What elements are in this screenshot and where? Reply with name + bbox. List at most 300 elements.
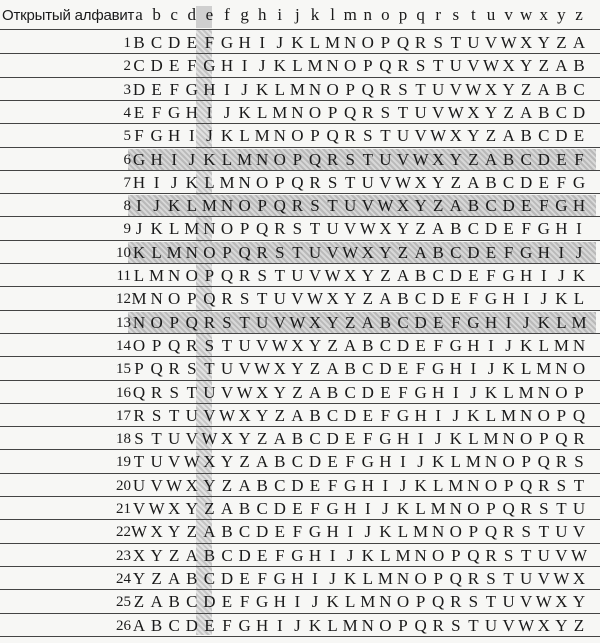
cipher-letter: H xyxy=(256,615,269,635)
cipher-letter: O xyxy=(220,219,234,239)
cipher-letter: B xyxy=(309,405,321,425)
header-letter: a xyxy=(135,5,143,24)
cipher-letter: E xyxy=(520,196,532,216)
cipher-letter: C xyxy=(555,102,568,122)
cipher-letter: Z xyxy=(415,219,426,239)
row-number: 1 xyxy=(123,35,131,51)
cipher-letter: S xyxy=(257,266,267,285)
cipher-letter: S xyxy=(415,56,426,76)
cipher-letter: Y xyxy=(572,592,586,612)
cipher-letter: M xyxy=(166,242,182,262)
cipher-letter: B xyxy=(467,196,480,216)
cipher-letter: B xyxy=(502,149,515,169)
cipher-letter: D xyxy=(502,196,515,216)
cipher-letter: I xyxy=(505,312,512,332)
cipher-letter: P xyxy=(257,196,267,216)
cipher-letter: C xyxy=(362,359,374,379)
cipher-letter: K xyxy=(555,289,568,309)
cipher-letter: O xyxy=(520,429,533,449)
cipher-letter: H xyxy=(555,219,568,239)
cipher-letter: M xyxy=(571,312,587,332)
cipher-letter: E xyxy=(468,266,479,285)
cipher-letter: V xyxy=(379,172,392,192)
cipher-letter: A xyxy=(520,102,533,122)
cipher-letter: B xyxy=(221,522,233,542)
cipher-letter: Y xyxy=(220,452,234,472)
cipher-letter: S xyxy=(451,615,461,635)
cipher-letter: W xyxy=(465,79,482,99)
cipher-letter: K xyxy=(238,102,251,122)
cipher-letter: S xyxy=(363,126,373,146)
cipher-letter: M xyxy=(395,545,411,565)
cipher-letter: S xyxy=(327,172,338,192)
header-letter: t xyxy=(471,5,476,24)
cipher-letter: G xyxy=(291,545,304,565)
table-row xyxy=(0,148,600,171)
cipher-letter: D xyxy=(520,172,533,192)
cipher-letter: L xyxy=(450,452,461,472)
cipher-letter: W xyxy=(377,196,394,216)
cipher-letter: C xyxy=(256,499,268,518)
cipher-letter: L xyxy=(239,126,250,146)
cipher-letter: J xyxy=(505,335,512,355)
cipher-letter: K xyxy=(168,196,181,216)
cipher-letter: H xyxy=(520,266,533,285)
cipher-letter: E xyxy=(186,33,197,52)
cipher-letter: B xyxy=(362,335,374,355)
cipher-letter: U xyxy=(379,149,392,169)
cipher-letter: L xyxy=(432,475,444,495)
header-row xyxy=(0,4,600,28)
header-letter: x xyxy=(539,5,549,24)
cipher-letter: I xyxy=(523,289,530,309)
cipher-letter: U xyxy=(484,615,498,635)
cipher-letter: B xyxy=(238,499,251,518)
cipher-letter: M xyxy=(219,172,235,192)
cipher-letter: I xyxy=(224,79,230,99)
cipher-letter: N xyxy=(572,335,586,355)
cipher-letter: O xyxy=(502,452,515,472)
cipher-letter: F xyxy=(169,79,179,99)
cipher-letter: V xyxy=(502,615,515,635)
cipher-letter: L xyxy=(485,405,497,425)
cipher-letter: R xyxy=(573,429,585,449)
cipher-letter: E xyxy=(151,79,162,99)
table-row xyxy=(0,450,600,473)
cipher-letter: P xyxy=(380,33,391,52)
table-row xyxy=(0,264,600,287)
cipher-letter: P xyxy=(574,382,584,402)
cipher-letter: T xyxy=(415,79,426,99)
cipher-letter: C xyxy=(467,219,480,239)
cipher-letter: C xyxy=(291,452,304,472)
cipher-letter: W xyxy=(553,568,570,588)
row-number: 23 xyxy=(116,547,131,564)
cipher-letter: N xyxy=(520,405,533,425)
cipher-letter: C xyxy=(450,242,462,262)
cipher-letter: X xyxy=(572,568,586,588)
cipher-letter: Z xyxy=(520,79,532,99)
cipher-letter: N xyxy=(467,475,480,495)
cipher-letter: A xyxy=(185,545,198,565)
cipher-letter: D xyxy=(432,289,445,309)
cipher-letter: Y xyxy=(150,545,163,565)
cipher-letter: D xyxy=(168,33,181,52)
cipher-letter: W xyxy=(447,102,464,122)
cipher-letter: D xyxy=(555,126,568,146)
cipher-letter: Q xyxy=(414,615,427,635)
cipher-letter: Y xyxy=(449,149,462,169)
cipher-letter: A xyxy=(132,615,146,635)
cipher-letter: D xyxy=(273,499,286,518)
cipher-letter: D xyxy=(396,335,410,355)
table-row xyxy=(0,497,600,520)
cipher-letter: B xyxy=(432,242,444,262)
cipher-letter: P xyxy=(292,149,303,169)
cipher-letter: N xyxy=(168,266,181,285)
cipher-letter: T xyxy=(397,102,409,122)
cipher-letter: V xyxy=(449,79,462,99)
cipher-letter: G xyxy=(572,172,586,192)
cipher-letter: D xyxy=(344,405,357,425)
cipher-letter: C xyxy=(274,475,286,495)
cipher-letter: Y xyxy=(273,382,286,402)
cipher-letter: T xyxy=(239,312,250,332)
cipher-letter: P xyxy=(151,335,162,355)
cipher-letter: B xyxy=(133,33,145,52)
cipher-letter: N xyxy=(414,545,427,565)
cipher-letter: M xyxy=(518,382,534,402)
cipher-letter: N xyxy=(537,382,550,402)
cipher-letter: K xyxy=(220,126,234,146)
cipher-letter: F xyxy=(415,359,426,379)
row-number: 6 xyxy=(123,151,131,168)
cipher-letter: Y xyxy=(132,568,146,588)
cipher-letter: R xyxy=(203,312,216,332)
cipher-letter: Q xyxy=(555,429,568,449)
cipher-letter: V xyxy=(291,289,304,309)
cipher-letter: Q xyxy=(572,405,586,425)
cipher-letter: W xyxy=(500,33,517,52)
cipher-letter: J xyxy=(364,522,372,542)
cipher-letter: O xyxy=(572,359,586,379)
cipher-letter: N xyxy=(326,56,339,76)
cipher-letter: K xyxy=(185,172,198,192)
row-number: 26 xyxy=(116,617,131,634)
table-row xyxy=(0,334,600,357)
cipher-letter: X xyxy=(238,405,251,425)
cipher-letter: Z xyxy=(556,33,567,52)
header-letter: o xyxy=(381,5,390,24)
cipher-letter: Y xyxy=(344,289,357,309)
cipher-letter: H xyxy=(361,475,374,495)
row-number: 22 xyxy=(116,524,131,541)
cipher-letter: X xyxy=(484,79,498,99)
cipher-letter: K xyxy=(150,219,163,239)
cipher-letter: D xyxy=(467,242,480,262)
cipher-letter: L xyxy=(344,592,356,612)
cipher-letter: S xyxy=(239,289,250,309)
cipher-letter: V xyxy=(396,149,410,169)
header-letter: y xyxy=(557,5,566,24)
row-number: 14 xyxy=(116,337,131,354)
cipher-letter: J xyxy=(575,242,583,262)
cipher-letter: S xyxy=(222,312,232,332)
cipher-letter: H xyxy=(414,405,427,425)
cipher-letter: N xyxy=(555,359,568,379)
cipher-letter: I xyxy=(188,126,195,146)
cipher-letter: P xyxy=(398,615,408,635)
cipher-letter: U xyxy=(168,429,181,449)
cipher-letter: J xyxy=(329,568,336,588)
cipher-letter: R xyxy=(432,615,444,635)
cipher-letter: J xyxy=(470,382,477,402)
cipher-letter: B xyxy=(274,452,286,472)
cipher-letter: C xyxy=(520,149,532,169)
cipher-letter: P xyxy=(204,266,215,285)
cipher-letter: M xyxy=(360,592,376,612)
cipher-letter: Z xyxy=(274,405,285,425)
cipher-letter: X xyxy=(344,266,357,285)
cipher-letter: J xyxy=(188,149,196,169)
cipher-letter: T xyxy=(274,266,285,285)
cipher-letter: I xyxy=(294,592,301,612)
cipher-letter: B xyxy=(344,359,356,379)
cipher-letter: T xyxy=(520,545,532,565)
cipher-letter: F xyxy=(134,126,144,146)
table-row xyxy=(0,614,600,637)
cipher-letter: R xyxy=(397,56,409,76)
cipher-letter: J xyxy=(399,475,407,495)
cipher-letter: L xyxy=(309,33,321,52)
cipher-letter: F xyxy=(345,452,355,472)
cipher-letter: P xyxy=(275,172,285,192)
cipher-letter: F xyxy=(574,149,584,169)
cipher-letter: Z xyxy=(380,266,391,285)
cipher-letter: P xyxy=(310,126,320,146)
cipher-letter: F xyxy=(310,499,320,518)
cipher-letter: T xyxy=(186,382,197,402)
cipher-letter: H xyxy=(449,359,462,379)
table-row xyxy=(0,567,600,590)
cipher-letter: O xyxy=(185,266,198,285)
cipher-letter: Q xyxy=(484,522,498,542)
cipher-letter: Q xyxy=(502,499,515,518)
cipher-letter: I xyxy=(136,196,142,216)
cipher-letter: I xyxy=(452,382,459,402)
cipher-letter: R xyxy=(256,242,268,262)
header-letter: r xyxy=(435,5,442,24)
header-letter: u xyxy=(486,5,496,24)
row-number: 15 xyxy=(116,361,131,378)
cipher-letter: G xyxy=(361,452,374,472)
cipher-letter: L xyxy=(292,56,303,76)
cipher-letter: E xyxy=(204,615,215,635)
cipher-letter: N xyxy=(256,149,269,169)
cipher-letter: K xyxy=(502,359,515,379)
cipher-letter: X xyxy=(537,615,550,635)
cipher-letter: F xyxy=(556,172,567,192)
cipher-letter: V xyxy=(168,452,181,472)
table-row xyxy=(0,78,600,101)
cipher-letter: Z xyxy=(204,499,215,518)
cipher-letter: Q xyxy=(449,568,462,588)
cipher-letter: D xyxy=(414,312,427,332)
cipher-letter: R xyxy=(309,172,321,192)
cipher-letter: Z xyxy=(327,335,338,355)
cipher-letter: E xyxy=(274,522,285,542)
cipher-letter: I xyxy=(382,475,389,495)
cipher-letter: Q xyxy=(344,102,357,122)
cipher-letter: Z xyxy=(186,522,197,542)
header-letter: p xyxy=(398,5,408,24)
cipher-letter: K xyxy=(326,592,339,612)
row-number: 2 xyxy=(123,58,131,75)
cipher-letter: Z xyxy=(432,196,444,216)
cipher-letter: N xyxy=(432,522,445,542)
cipher-letter: I xyxy=(576,219,582,239)
cipher-letter: R xyxy=(168,359,180,379)
cipher-letter: V xyxy=(273,312,286,332)
row-number: 4 xyxy=(123,104,131,121)
cipher-letter: A xyxy=(467,172,480,192)
cipher-letter: V xyxy=(572,522,586,542)
cipher-letter: Y xyxy=(520,56,533,76)
cipher-letter: M xyxy=(184,219,200,239)
cipher-letter: N xyxy=(308,79,322,99)
cipher-letter: Q xyxy=(520,475,533,495)
cipher-letter: W xyxy=(148,499,165,518)
cipher-letter: D xyxy=(238,545,251,565)
cipher-letter: F xyxy=(257,568,267,588)
cipher-letter: V xyxy=(361,196,374,216)
cipher-letter: B xyxy=(150,615,163,635)
cipher-letter: E xyxy=(380,382,391,402)
cipher-letter: D xyxy=(361,382,374,402)
cipher-letter: I xyxy=(259,33,266,52)
cipher-letter: Q xyxy=(238,242,251,262)
cipher-letter: S xyxy=(398,79,408,99)
cipher-letter: P xyxy=(486,499,496,518)
cipher-letter: E xyxy=(485,242,497,262)
cipher-letter: D xyxy=(326,429,339,449)
cipher-letter: N xyxy=(238,172,251,192)
cipher-letter: A xyxy=(502,126,515,146)
cipher-letter: A xyxy=(168,568,181,588)
cipher-letter: T xyxy=(485,592,497,612)
cipher-letter: Q xyxy=(467,545,480,565)
cipher-letter: U xyxy=(432,79,445,99)
cipher-letter: K xyxy=(379,522,392,542)
cipher-letter: W xyxy=(271,335,288,355)
cipher-letter: T xyxy=(573,475,585,495)
cipher-letter: N xyxy=(502,429,515,449)
cipher-letter: O xyxy=(168,289,181,309)
cipher-letter: I xyxy=(540,266,547,285)
cipher-letter: E xyxy=(327,452,338,472)
cipher-letter: K xyxy=(132,242,146,262)
cipher-letter: L xyxy=(362,568,373,588)
table-row xyxy=(0,287,600,310)
cipher-letter: T xyxy=(292,242,303,262)
cipher-letter: F xyxy=(275,545,285,565)
cipher-letter: U xyxy=(185,405,198,425)
row-number: 20 xyxy=(116,477,131,494)
cipher-letter: H xyxy=(203,79,216,99)
cipher-letter: A xyxy=(238,475,251,495)
cipher-letter: P xyxy=(556,405,567,425)
cipher-letter: J xyxy=(434,429,442,449)
row-number: 18 xyxy=(116,431,131,448)
cipher-letter: W xyxy=(306,289,324,309)
cipher-letter: A xyxy=(326,359,339,379)
cipher-letter: E xyxy=(168,56,180,76)
cipher-letter: A xyxy=(273,429,286,449)
cipher-letter: B xyxy=(326,382,339,402)
cipher-letter: E xyxy=(556,149,567,169)
cipher-letter: W xyxy=(359,219,376,239)
cipher-letter: S xyxy=(503,545,514,565)
cipher-letter: F xyxy=(468,289,479,309)
cipher-letter: V xyxy=(484,33,498,52)
cipher-letter: R xyxy=(450,592,462,612)
cipher-letter: M xyxy=(325,33,341,52)
cipher-letter: M xyxy=(553,335,569,355)
cipher-letter: H xyxy=(502,289,515,309)
cipher-letter: J xyxy=(241,79,248,99)
cipher-letter: R xyxy=(344,126,356,146)
cipher-letter: H xyxy=(537,242,550,262)
cipher-letter: Y xyxy=(308,335,322,355)
cipher-letter: T xyxy=(468,615,479,635)
cipher-letter: X xyxy=(168,499,181,518)
cipher-letter: W xyxy=(342,242,359,262)
cipher-letter: Z xyxy=(538,56,549,76)
cipher-letter: C xyxy=(538,126,550,146)
cipher-letter: I xyxy=(206,102,213,122)
cipher-letter: T xyxy=(556,499,567,518)
cipher-letter: O xyxy=(238,196,251,216)
cipher-letter: B xyxy=(485,172,497,192)
cipher-letter: A xyxy=(414,242,427,262)
cipher-letter: Q xyxy=(537,452,550,472)
cipher-letter: U xyxy=(361,172,374,192)
table-row xyxy=(0,427,600,450)
header-letter: m xyxy=(343,5,357,24)
row-number: 17 xyxy=(116,407,131,424)
cipher-letter: P xyxy=(363,56,373,76)
cipher-letter: N xyxy=(220,196,234,216)
cipher-letter: J xyxy=(153,196,160,216)
cipher-letter: W xyxy=(289,312,306,332)
header-letter: j xyxy=(295,5,300,24)
row-number: 21 xyxy=(116,501,131,517)
header-letter: e xyxy=(205,5,214,24)
cipher-letter: F xyxy=(398,382,408,402)
cipher-letter: U xyxy=(291,266,304,285)
cipher-letter: G xyxy=(326,499,339,518)
cipher-letter: T xyxy=(309,219,321,239)
cipher-letter: H xyxy=(379,452,392,472)
cipher-letter: J xyxy=(417,452,424,472)
cipher-letter: V xyxy=(256,335,269,355)
cipher-letter: S xyxy=(187,359,197,379)
cipher-letter: S xyxy=(433,33,443,52)
cipher-letter: A xyxy=(396,266,410,285)
cipher-letter: E xyxy=(133,102,145,122)
cipher-letter: T xyxy=(362,149,373,169)
cipher-letter: I xyxy=(435,405,442,425)
